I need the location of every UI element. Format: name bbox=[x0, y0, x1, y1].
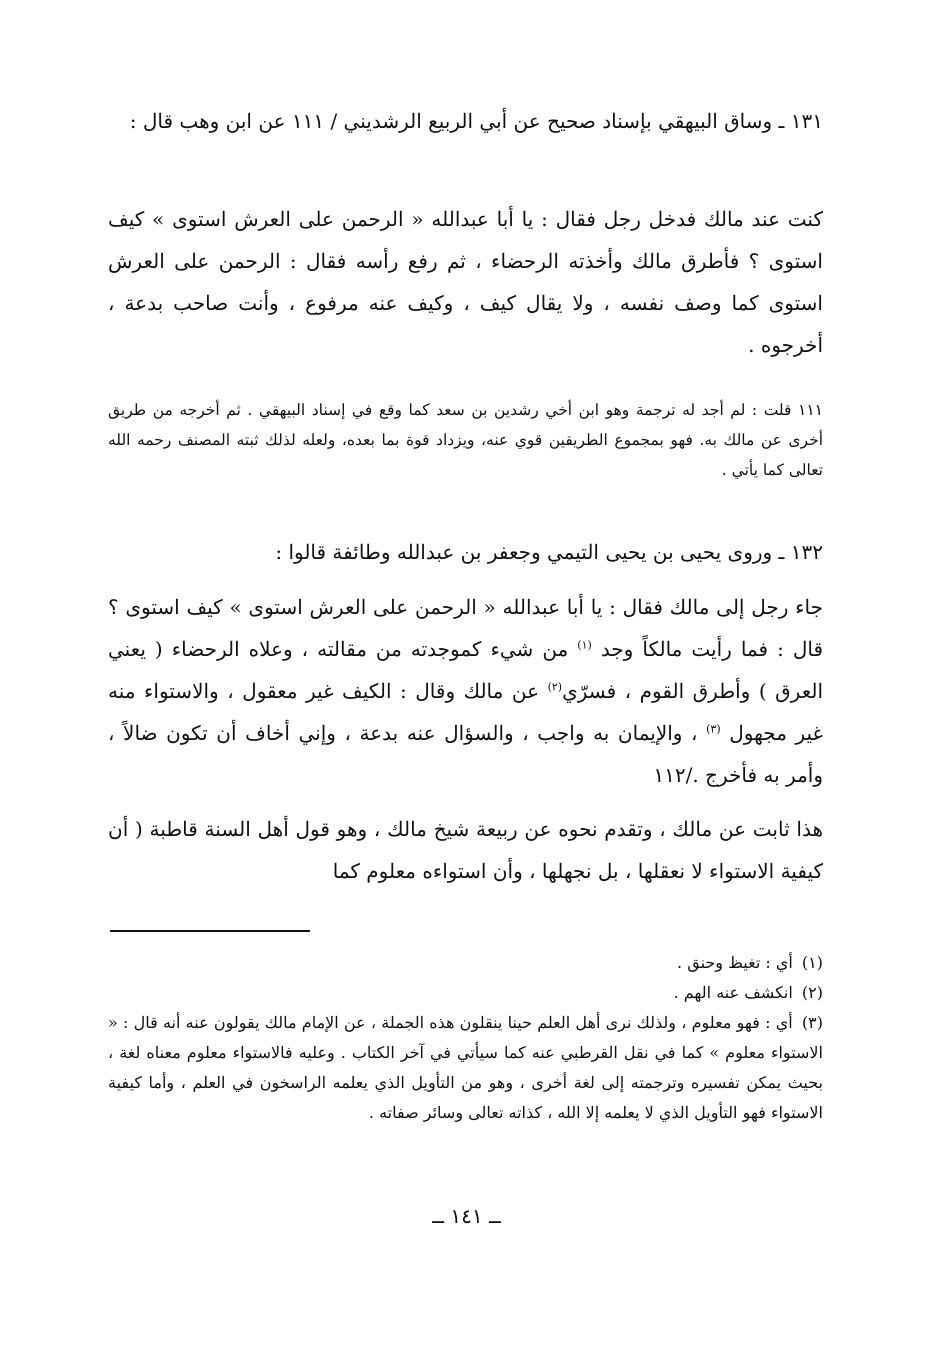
paragraph-132-text-b: من شيء كموجدته من مقالته ، وعلاه الرحضاء ( يعني العرق ) وأطرق القوم ، فسرّي bbox=[108, 637, 824, 703]
paragraph-131-heading: ١٣١ ـ وساق البيهقي بإسناد صحيح عن أبي الربيع الرشديني / ١١١ عن ابن وهب قال : bbox=[129, 109, 823, 133]
paragraph-131-body: كنت عند مالك فدخل رجل فقال : يا أبا عبدالله « الرحمن على العرش استوى » كيف استوى ؟ فأطرق مالك وأخذته الرحضاء ، ثم رفع رأسه فقال : الرحمن على العرش استوى كما وصف نفسه ، ولا يقال كيف ، وكيف عنه مرفوع ، وأنت صاحب بدعة ، أخرجوه . bbox=[108, 207, 823, 357]
footnote-1 bbox=[108, 948, 823, 978]
paragraph-132-text-d: ، والإيمان به واجب ، والسؤال عنه بدعة ، وإني أخاف أن تكون ضالاً ، وأمر به فأخرج ./١١٢ bbox=[108, 721, 823, 787]
paragraph-132-text-c: عن مالك وقال : الكيف غير معقول ، والاستواء منه غير مجهول bbox=[108, 679, 824, 745]
footnote-ref-3[interactable]: (٣) bbox=[706, 722, 721, 736]
footnote-2 bbox=[108, 978, 823, 1008]
paragraph-132-text-a: جاء رجل إلى مالك فقال : يا أبا عبدالله « الرحمن على العرش استوى » كيف استوى ؟ قال : فما رأيت مالكاً وجد bbox=[108, 595, 824, 661]
footnote-label: (٢) bbox=[801, 983, 823, 1002]
footnote-text: أي : تغيظ وحنق . bbox=[677, 953, 793, 972]
page-number: ــ ١٤١ ــ bbox=[432, 1204, 501, 1228]
footnote-3 bbox=[108, 1008, 823, 1128]
footnote-text: أي : فهو معلوم ، ولذلك نرى أهل العلم حينا ينقلون هذه الجملة ، عن الإمام مالك يقولون عنه أنه قال : « الاستواء معلوم » كما في نقل القرطبي عنه كما سيأتي في آخر الكتاب . وعليه فالاستواء معلوم معناه لغة ، بحيث يمكن تفسيره وترجمته إلى لغة أخرى ، وهو من التأويل الذي يعلمه الراسخون في العلم ، وأما كيفية الاستواء فهو التأويل الذي لا يعلمه إلا الله ، كذاته تعالى وسائر صفاته . bbox=[108, 1013, 824, 1122]
footnote-text: انكشف عنه الهم . bbox=[673, 983, 793, 1002]
footnote-label: (١) bbox=[801, 953, 823, 972]
note-111: ١١١ قلت : لم أجد له ترجمة وهو ابن أخي رشدين بن سعد كما وقع في إسناد البيهقي . ثم أخرجه من طريق أخرى عن مالك به. فهو بمجموع الطريقين قوي عنه، ويزداد قوة بما بعده، ولعله لذلك ثبته المصنف رحمه الله تعالى كما يأتي . bbox=[108, 401, 823, 479]
paragraph-132-body bbox=[108, 586, 823, 796]
footnote-divider bbox=[110, 930, 310, 932]
paragraph-conclusion: هذا ثابت عن مالك ، وتقدم نحوه عن ربيعة شيخ مالك ، وهو قول أهل السنة قاطبة ( أن كيفية الاستواء لا نعقلها ، بل نجهلها ، وأن استواءه معلوم كما bbox=[108, 817, 823, 883]
footnote-label: (٣) bbox=[801, 1013, 823, 1032]
footnote-ref-2[interactable]: (٢) bbox=[547, 680, 563, 694]
footnotes-list bbox=[108, 948, 823, 1128]
footnote-ref-1[interactable]: (١) bbox=[577, 638, 592, 652]
paragraph-132-heading: ١٣٢ ـ وروى يحيى بن يحيى التيمي وجعفر بن عبدالله وطائفة قالوا : bbox=[275, 540, 823, 564]
